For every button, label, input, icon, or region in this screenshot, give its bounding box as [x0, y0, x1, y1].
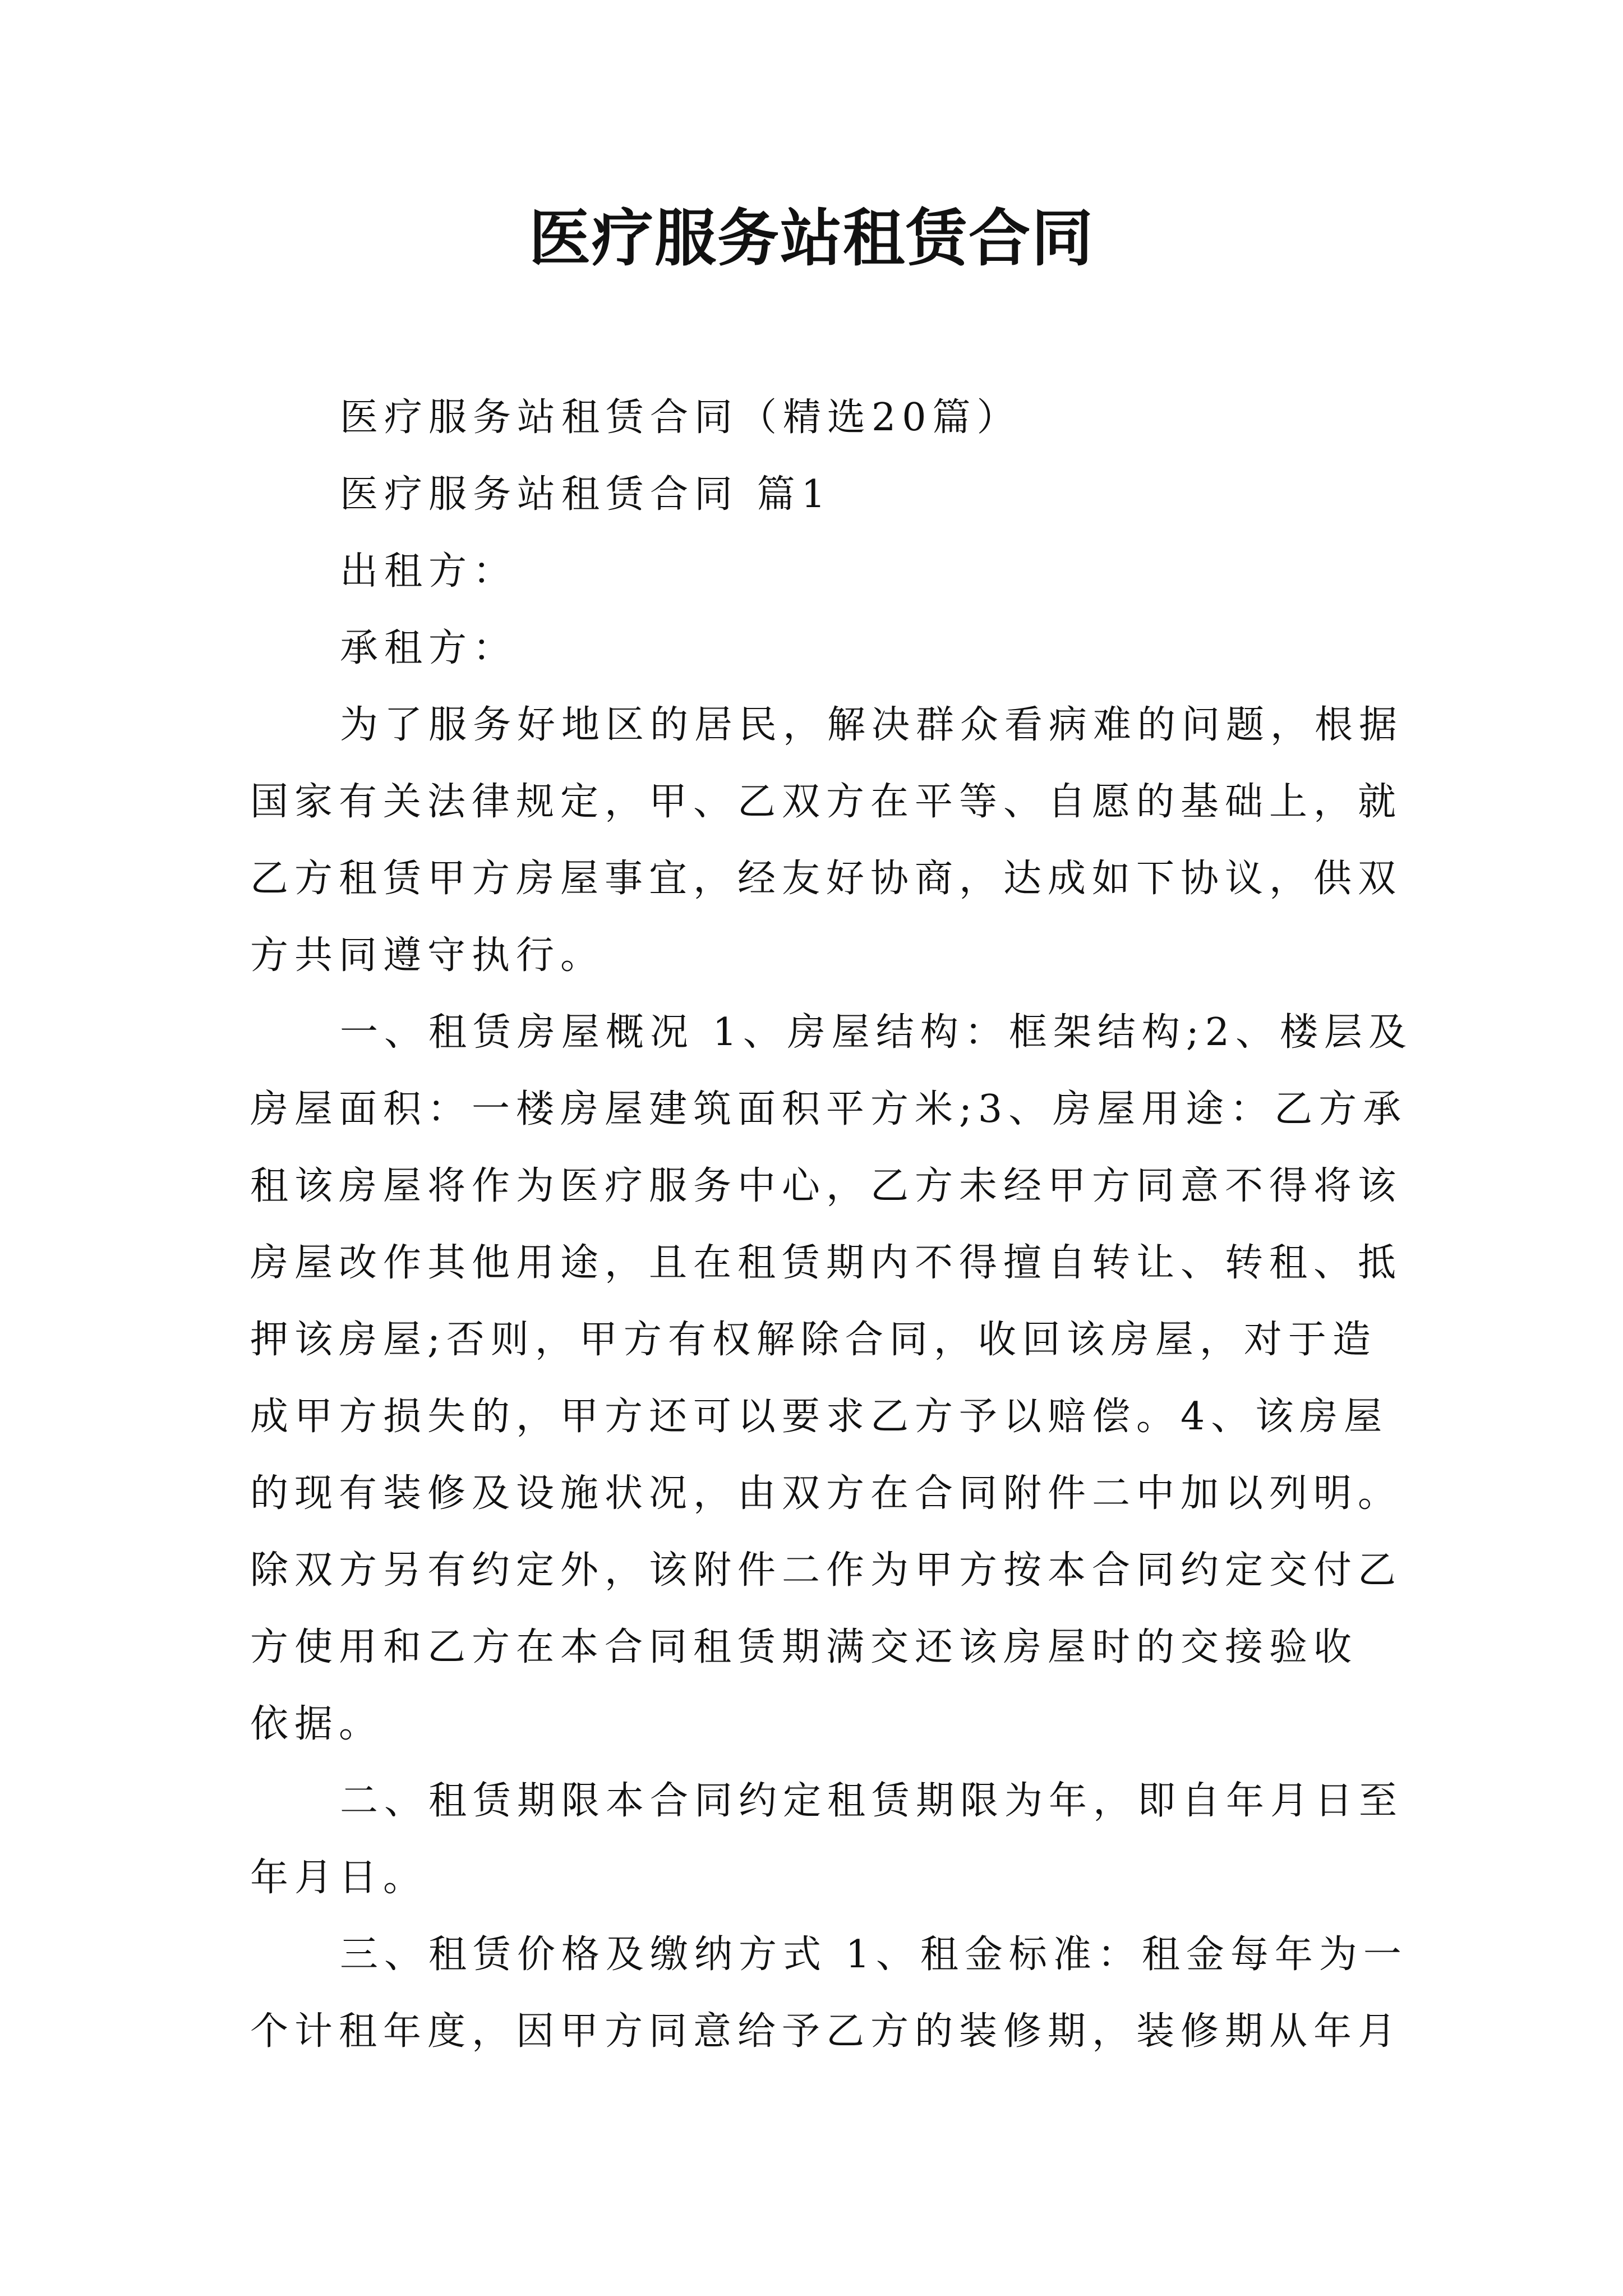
document-title: 医疗服务站租赁合同	[529, 202, 1094, 274]
paragraph-line: 个计租年度，因甲方同意给予乙方的装修期，装修期从年月	[250, 2009, 1403, 2054]
document-body	[250, 379, 1413, 2070]
paragraph-line: 为了服务好地区的居民，解决群众看病难的问题，根据	[340, 703, 1404, 747]
paragraph-line: 三、租赁价格及缴纳方式 1、租金标准：租金每年为一	[340, 1932, 1408, 1977]
paragraph-line: 押该房屋;否则，甲方有权解除合同，收回该房屋，对于造	[250, 1318, 1377, 1362]
subtitle-line: 医疗服务站租赁合同（精选20篇）	[340, 395, 1021, 440]
paragraph-line: 依据。	[250, 1702, 384, 1746]
lessor-label: 出租方：	[340, 549, 518, 593]
paragraph-line: 乙方租赁甲方房屋事宜，经友好协商，达成如下协议，供双	[250, 857, 1403, 901]
paragraph-line: 二、租赁期限本合同约定租赁期限为年，即自年月日至	[340, 1779, 1404, 1823]
paragraph-line: 除双方另有约定外，该附件二作为甲方按本合同约定交付乙	[250, 1548, 1403, 1593]
paragraph-line: 租该房屋将作为医疗服务中心，乙方未经甲方同意不得将该	[250, 1164, 1403, 1208]
paragraph-line: 的现有装修及设施状况，由双方在合同附件二中加以列明。	[250, 1471, 1403, 1516]
paragraph-line: 方共同遵守执行。	[250, 933, 605, 978]
paragraph-line: 成甲方损失的，甲方还可以要求乙方予以赔偿。4、该房屋	[250, 1395, 1389, 1439]
lessee-label: 承租方：	[340, 626, 518, 670]
paragraph-line: 房屋面积：一楼房屋建筑面积平方米;3、房屋用途：乙方承	[250, 1087, 1408, 1131]
paragraph-line: 方使用和乙方在本合同租赁期满交还该房屋时的交接验收	[250, 1625, 1358, 1669]
paragraph-line: 年月日。	[250, 1856, 428, 1900]
section-heading: 医疗服务站租赁合同 篇1	[340, 472, 832, 517]
paragraph-line: 一、租赁房屋概况 1、房屋结构：框架结构;2、楼层及	[340, 1010, 1413, 1055]
paragraph-line: 房屋改作其他用途，且在租赁期内不得擅自转让、转租、抵	[250, 1241, 1403, 1285]
paragraph-line: 国家有关法律规定，甲、乙双方在平等、自愿的基础上，就	[250, 780, 1403, 824]
